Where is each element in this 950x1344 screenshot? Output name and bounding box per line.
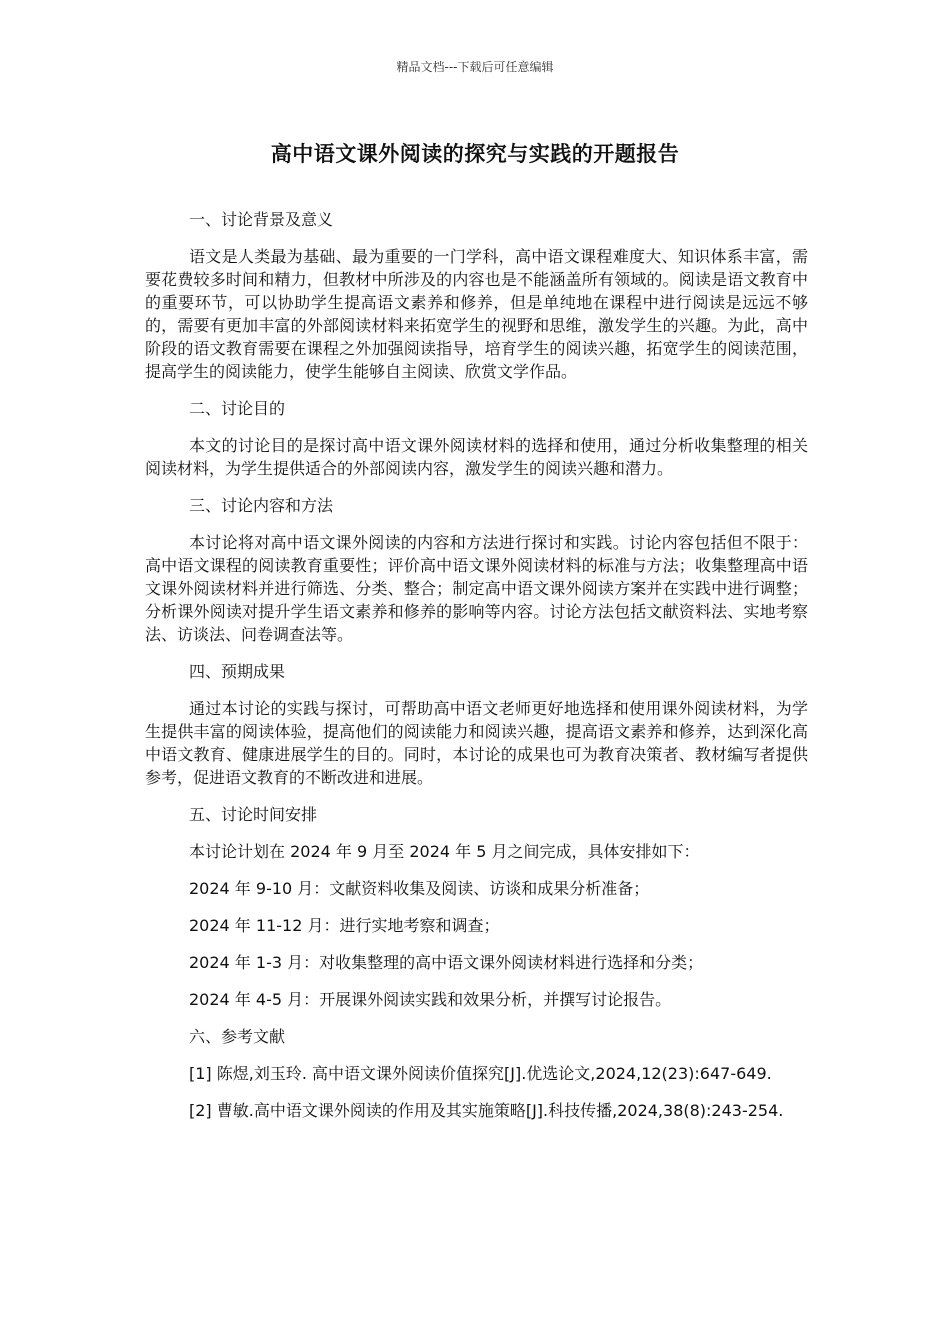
paragraph-purpose: 本文的讨论目的是探讨高中语文课外阅读材料的选择和使用，通过分析收集整理的相关阅读材料，为学生提供适合的外部阅读内容，激发学生的阅读兴趣和潜力。 <box>145 436 808 478</box>
schedule-item: 2024 年 9-10 月：文献资料收集及阅读、访谈和成果分析准备； <box>189 879 650 898</box>
schedule-item: 2024 年 1-3 月：对收集整理的高中语文课外阅读材料进行选择和分类； <box>189 953 704 972</box>
paragraph-expected-results: 通过本讨论的实践与探讨，可帮助高中语文老师更好地选择和使用课外阅读材料，为学生提供丰富的阅读体验，提高他们的阅读能力和阅读兴趣，提高语文素养和修养，达到深化高中语文教育、健康进展学生的目的。同时，本讨论的成果也可为教育决策者、教材编写者提供参考，促进语文教育的不断改进和进展。 <box>145 699 808 787</box>
section-heading-background: 一、讨论背景及意义 <box>189 210 334 229</box>
schedule-item: 2024 年 11-12 月：进行实地考察和调查； <box>189 916 500 935</box>
reference-item: [1] 陈煜,刘玉玲. 高中语文课外阅读价值探究[J].优选论文,2024,12(23):647-649. <box>189 1064 772 1083</box>
section-heading-references: 六、参考文献 <box>189 1027 286 1046</box>
section-heading-content-methods: 三、讨论内容和方法 <box>189 496 334 515</box>
reference-item: [2] 曹敏.高中语文课外阅读的作用及其实施策略[J].科技传播,2024,38(8):243-254. <box>189 1101 784 1120</box>
section-heading-schedule: 五、讨论时间安排 <box>189 805 318 824</box>
paragraph-background: 语文是人类最为基础、最为重要的一门学科，高中语文课程难度大、知识体系丰富，需要花费较多时间和精力，但教材中所涉及的内容也是不能涵盖所有领域的。阅读是语文教育中的重要环节，可以协助学生提高语文素养和修养，但是单纯地在课程中进行阅读是远远不够的，需要有更加丰富的外部阅读材料来拓宽学生的视野和思维，激发学生的兴趣。为此，高中阶段的语文教育需要在课程之外加强阅读指导，培育学生的阅读兴趣，拓宽学生的阅读范围，提高学生的阅读能力，使学生能够自主阅读、欣赏文学作品。 <box>145 247 808 381</box>
schedule-intro: 本讨论计划在 2024 年 9 月至 2024 年 5 月之间完成，具体安排如下： <box>189 842 700 861</box>
page-header: 精品文档---下载后可任意编辑 <box>396 60 554 74</box>
document-body <box>145 208 808 1136</box>
schedule-item: 2024 年 4-5 月：开展课外阅读实践和效果分析，并撰写讨论报告。 <box>189 990 672 1009</box>
paragraph-content-methods: 本讨论将对高中语文课外阅读的内容和方法进行探讨和实践。讨论内容包括但不限于：高中语文课程的阅读教育重要性；评价高中语文课外阅读材料的标准与方法；收集整理高中语文课外阅读材料并进行筛选、分类、整合；制定高中语文课外阅读方案并在实践中进行调整；分析课外阅读对提升学生语文素养和修养的影响等内容。讨论方法包括文献资料法、实地考察法、访谈法、问卷调查法等。 <box>145 533 808 644</box>
document-title: 高中语文课外阅读的探究与实践的开题报告 <box>270 142 680 166</box>
section-heading-purpose: 二、讨论目的 <box>189 399 286 418</box>
section-heading-expected-results: 四、预期成果 <box>189 662 286 681</box>
